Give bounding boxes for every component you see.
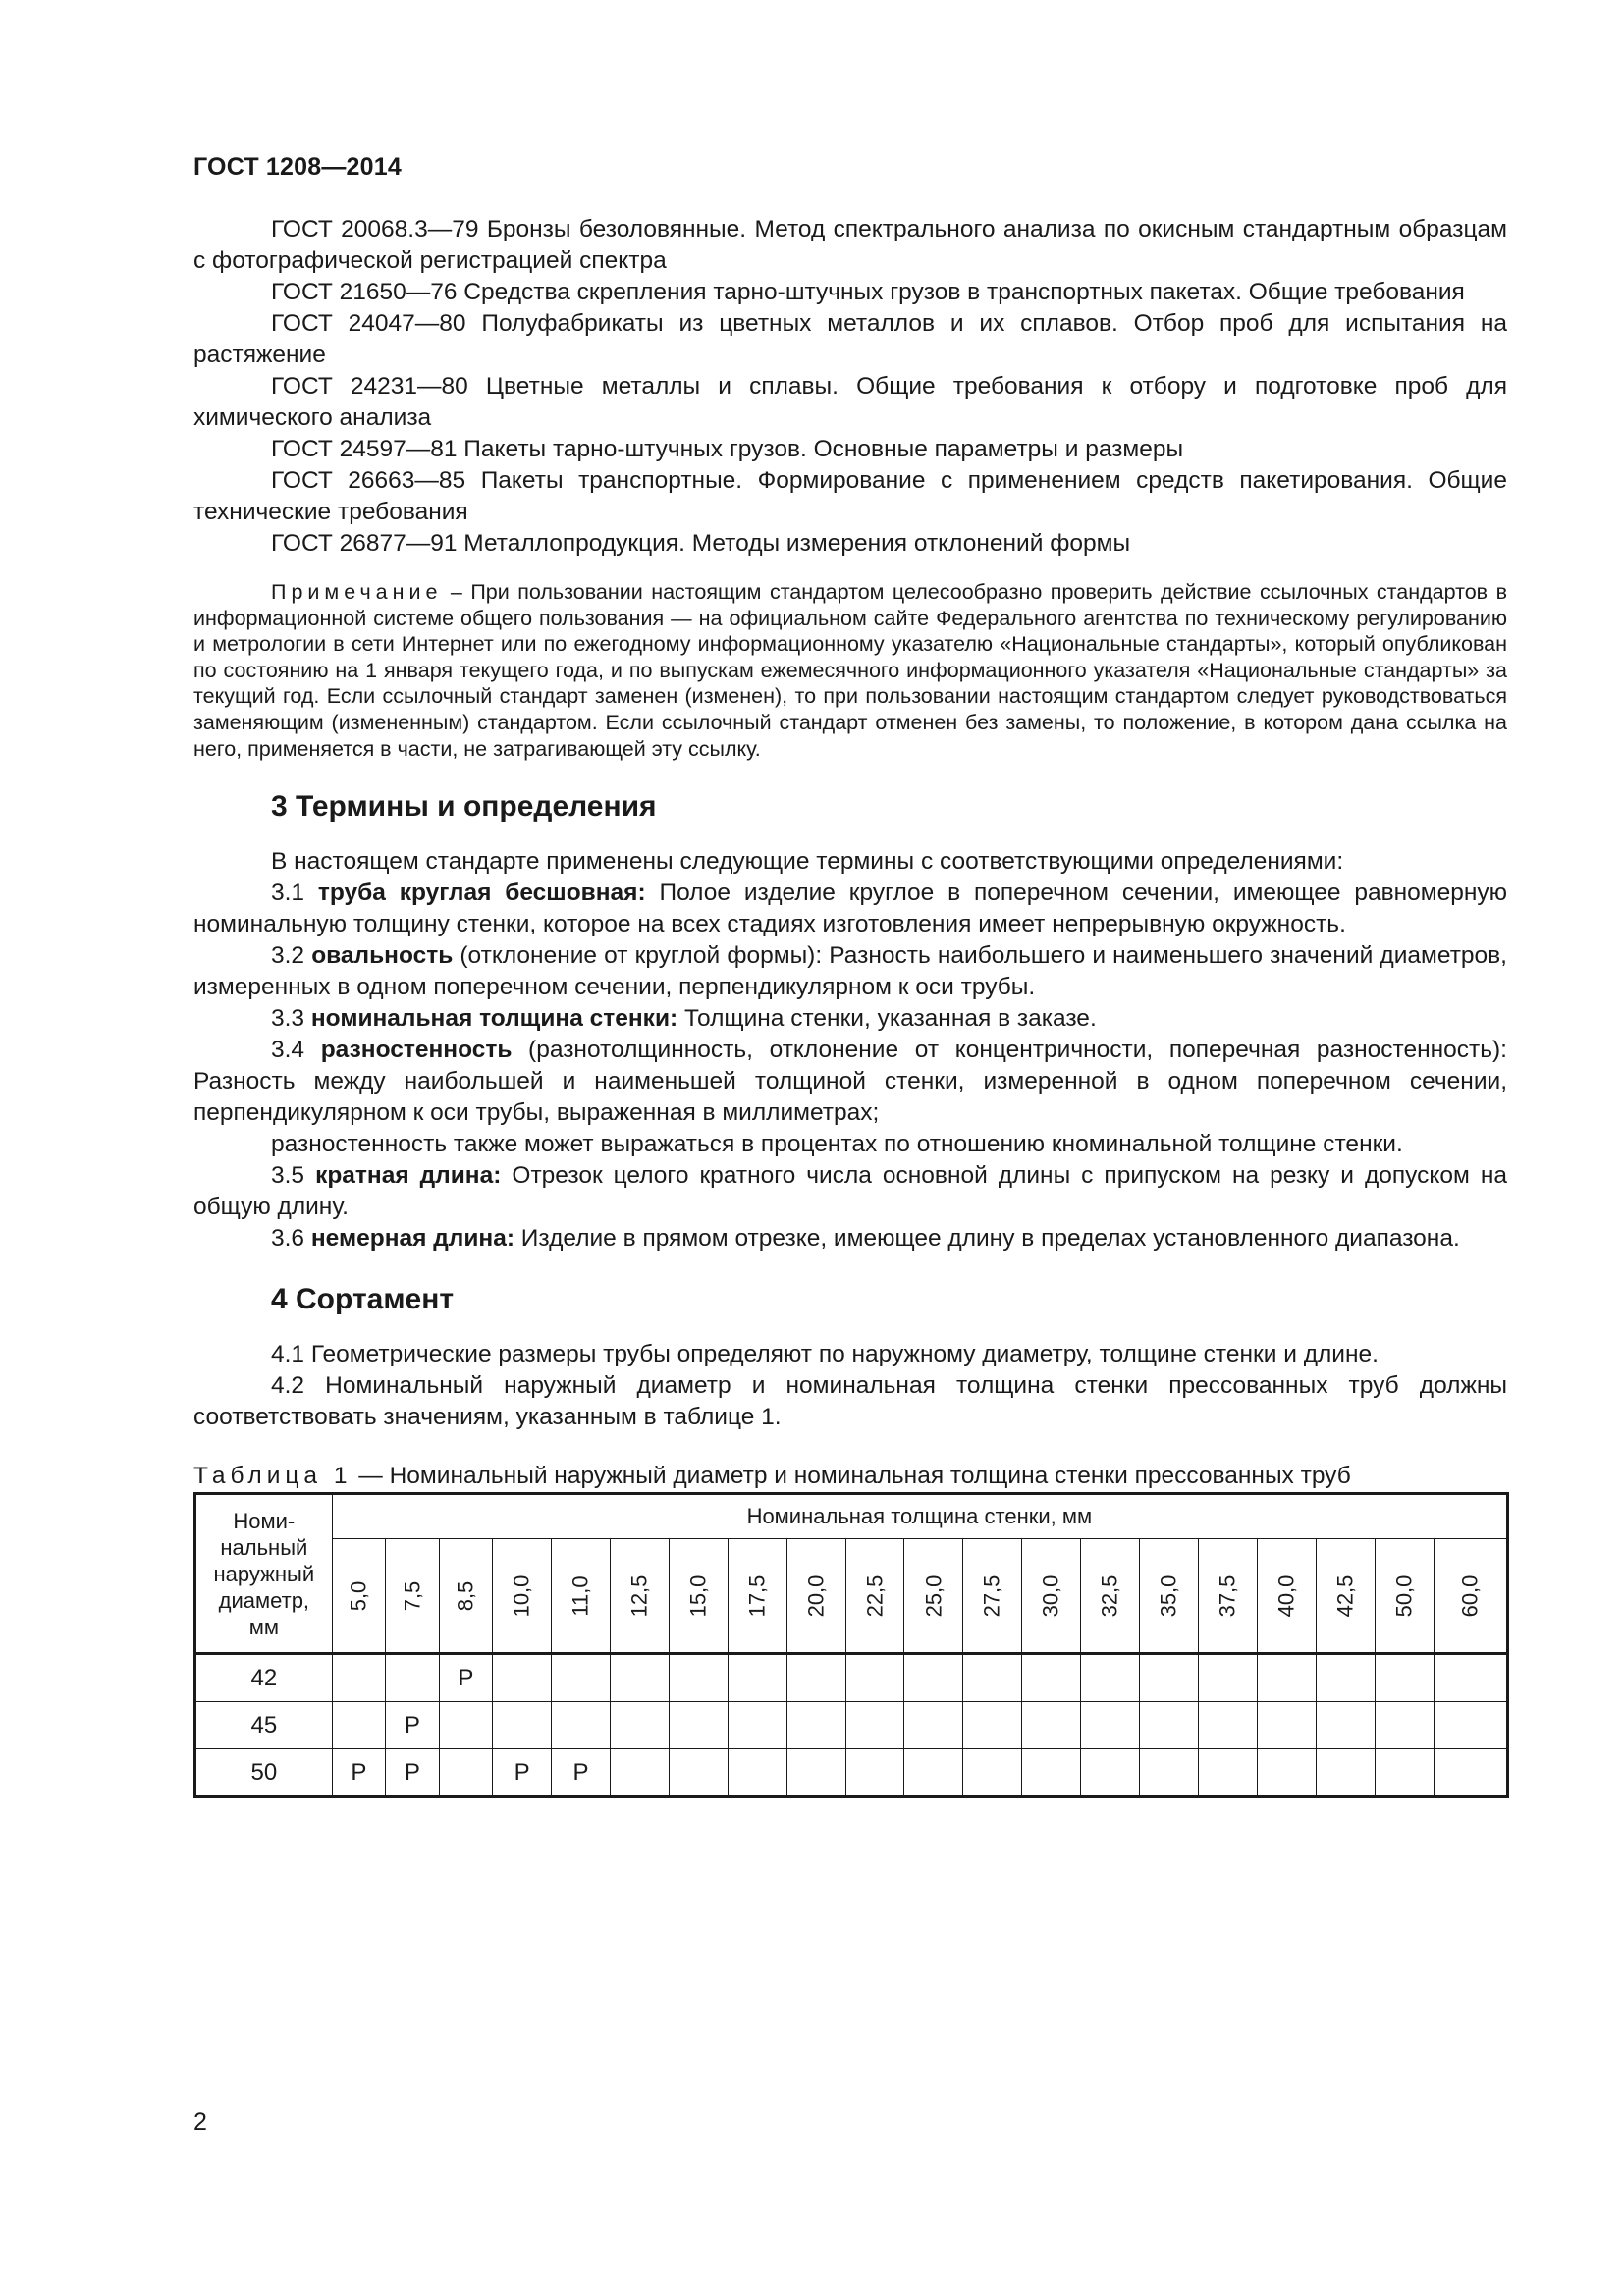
table-row [195,1749,1508,1797]
thickness-header [332,1539,385,1654]
corner-header: Номи- нальный наружный диаметр, мм [195,1494,333,1654]
table-cell [845,1654,904,1702]
table-caption-label: Таблица 1 [193,1463,352,1490]
thickness-header [845,1539,904,1654]
table-cell [1140,1749,1199,1797]
reference-item: ГОСТ 24597—81 Пакеты тарно-штучных грузов. Основные параметры и размеры [271,436,1184,462]
table-body [195,1654,1508,1797]
table-cell [1434,1702,1507,1749]
thickness-header [610,1539,669,1654]
thickness-header [1022,1539,1081,1654]
thickness-header [904,1539,963,1654]
thickness-header [1434,1539,1507,1654]
table-cell [1199,1654,1258,1702]
table-cell [669,1654,728,1702]
section-3-title: 3 Термины и определения [271,790,657,824]
table-cell [904,1702,963,1749]
diameter-cell: 50 [195,1749,333,1797]
table-caption-text: — Номинальный наружный диаметр и номинальная толщина стенки прессованных труб [352,1463,1351,1490]
table-cell [1199,1749,1258,1797]
thickness-header [728,1539,786,1654]
table-cell [1375,1702,1434,1749]
note-paragraph [193,579,1507,762]
thickness-header [552,1539,611,1654]
thickness-header [1375,1539,1434,1654]
table-cell [552,1654,611,1702]
table-cell [728,1749,786,1797]
thickness-header [669,1539,728,1654]
table-cell [728,1702,786,1749]
table-cell [1081,1702,1140,1749]
reference-item: ГОСТ 26877—91 Металлопродукция. Методы измерения отклонений формы [271,530,1131,557]
table-cell [1316,1702,1375,1749]
table-cell [728,1654,786,1702]
thickness-label: 27,5 [979,1575,1004,1618]
thickness-label: 30,0 [1038,1575,1063,1618]
reference-item: ГОСТ 26663—85 Пакеты транспортные. Формирование с применением средств пакетирования. Общие технические требования [193,467,1507,525]
table-cell [1022,1702,1081,1749]
table-cell [1081,1654,1140,1702]
thickness-header [493,1539,552,1654]
thickness-header [786,1539,845,1654]
term-name: номинальная толщина стенки: [310,1005,678,1033]
table-cell: P [386,1702,439,1749]
thickness-header [1258,1539,1317,1654]
table-cell [904,1654,963,1702]
term-name: труба круглая бесшовная: [317,880,646,907]
table-cell [1140,1654,1199,1702]
table-cell [1434,1749,1507,1797]
thickness-label: 37,5 [1215,1575,1240,1618]
table-cell [1434,1654,1507,1702]
table-cell [1375,1749,1434,1797]
thickness-label: 60,0 [1457,1575,1483,1618]
thickness-label: 42,5 [1332,1575,1358,1618]
term-name: немерная длина: [310,1225,514,1253]
table-row [195,1654,1508,1702]
section-4-title: 4 Сортамент [271,1283,455,1316]
thickness-label: 50,0 [1391,1575,1417,1618]
thickness-header [1199,1539,1258,1654]
table-cell [610,1702,669,1749]
table-cell: P [439,1654,492,1702]
note-text: – При пользовании настоящим стандартом целесообразно проверить действие ссылочных стандартов в информационной системе общего пользования — на официальном сайте Федерального агентства по техническому регулированию и метрологии в сети Интернет или по ежегодному информационному указателю «Национальные стандарты», который опубликован по состоянию на 1 января текущего года, и по выпускам ежемесячного информационного указателя «Национальные стандарты» за текущий год. Если ссылочный стандарт заменен (изменен), то при пользовании настоящим стандартом следует руководствоваться заменяющим (измененным) стандартом. Если ссылочный стандарт отменен без замены, то положение, в котором дана ссылка на него, применяется в части, не затрагивающей эту ссылку. [193,580,1507,761]
table-cell [610,1654,669,1702]
thickness-header [1081,1539,1140,1654]
thickness-label: 17,5 [744,1575,770,1618]
thickness-header [963,1539,1022,1654]
term-3-6: 3.6 немерная длина: Изделие в прямом отрезке, имеющее длину в пределах установленного диапазона. [271,1225,1460,1253]
thickness-label: 22,5 [862,1575,888,1618]
diameter-cell: 42 [195,1654,333,1702]
table-cell [332,1702,385,1749]
table-cell [669,1749,728,1797]
term-3-4-extra: разностенность также может выражаться в процентах по отношению кноминальной толщине стенки. [271,1131,1403,1158]
table-cell [439,1702,492,1749]
table-cell [1258,1702,1317,1749]
table-cell [1375,1654,1434,1702]
thickness-label: 5,0 [346,1580,371,1612]
thickness-label: 15,0 [685,1575,711,1618]
table-cell [786,1702,845,1749]
data-table [193,1492,1509,1798]
thickness-header [439,1539,492,1654]
table-cell [386,1654,439,1702]
document-body [193,214,1507,1798]
table-cell: P [332,1749,385,1797]
section-3-intro: В настоящем стандарте применены следующие термины с соответствующими определениями: [271,848,1344,876]
note-label: Примечание [271,580,443,604]
table-cell [493,1702,552,1749]
doc-header: ГОСТ 1208—2014 [193,153,402,181]
table-cell [963,1749,1022,1797]
reference-item: ГОСТ 24047—80 Полуфабрикаты из цветных металлов и их сплавов. Отбор проб для испытания на растяжение [193,310,1507,368]
table-cell [904,1749,963,1797]
table-cell [493,1654,552,1702]
term-3-5: 3.5 кратная длина: Отрезок целого кратного числа основной длины с припуском на резку и допуском на общую длину. [193,1162,1507,1221]
term-3-3: 3.3 номинальная толщина стенки: Толщина стенки, указанная в заказе. [271,1005,1097,1033]
reference-item: ГОСТ 20068.3—79 Бронзы безоловянные. Метод спектрального анализа по окисным стандартным образцам с фотографической регистрацией спектра [193,216,1507,274]
thickness-label: 8,5 [453,1580,478,1612]
reference-item: ГОСТ 21650—76 Средства скрепления тарно-штучных грузов в транспортных пакетах. Общие требования [271,279,1465,305]
thickness-label: 20,0 [803,1575,829,1618]
table-cell [439,1749,492,1797]
term-3-1: 3.1 труба круглая бесшовная: Полое изделие круглое в поперечном сечении, имеющее равномерную номинальную толщину стенки, которое на всех стадиях изготовления имеет непрерывную окружность. [193,880,1508,938]
thickness-header [386,1539,439,1654]
table-row [195,1702,1508,1749]
section-4-p2: 4.2 Номинальный наружный диаметр и номинальная толщина стенки прессованных труб должны соответствовать значениям, указанным в таблице 1. [193,1372,1507,1431]
table-cell [1022,1749,1081,1797]
table-cell [963,1654,1022,1702]
table-cell: P [552,1749,611,1797]
table-cell [1199,1702,1258,1749]
thickness-label: 7,5 [399,1580,424,1612]
table-cell: P [386,1749,439,1797]
table-cell [845,1702,904,1749]
term-name: овальность [311,942,454,970]
table-cell [1316,1654,1375,1702]
term-3-4: 3.4 разностенность (разнотолщинность, отклонение от концентричности, поперечная разностенность): Разность между наибольшей и наименьшей толщиной стенки, измеренной в одном поперечном сечении, перпендикулярном к оси трубы, выраженная в миллиметрах; [193,1037,1507,1127]
table-cell [1140,1702,1199,1749]
thickness-header [1140,1539,1199,1654]
thickness-label: 40,0 [1273,1575,1299,1618]
thickness-header [1316,1539,1375,1654]
table-cell: P [493,1749,552,1797]
references-list [193,214,1507,560]
table-cell [1022,1654,1081,1702]
thickness-label: 11,0 [568,1575,593,1617]
thickness-label: 35,0 [1156,1575,1181,1618]
table-cell [786,1749,845,1797]
table-cell [1316,1749,1375,1797]
table-cell [845,1749,904,1797]
term-name: кратная длина: [315,1162,502,1190]
table-cell [786,1654,845,1702]
thickness-label: 32,5 [1097,1575,1122,1618]
table-caption [193,1461,1507,1492]
table-cell [1258,1654,1317,1702]
thickness-label: 25,0 [920,1575,946,1618]
term-3-2: 3.2 овальность (отклонение от круглой формы): Разность наибольшего и наименьшего значений диаметров, измеренных в одном поперечном сечении, перпендикулярном к оси трубы. [193,942,1507,1001]
thickness-header-row [195,1539,1508,1654]
table-cell [1258,1749,1317,1797]
diameter-cell: 45 [195,1702,333,1749]
table-cell [552,1702,611,1749]
section-4-p1: 4.1 Геометрические размеры трубы определяют по наружному диаметру, толщине стенки и длине. [271,1341,1379,1368]
thickness-label: 12,5 [626,1575,652,1618]
table-cell [610,1749,669,1797]
group-header: Номинальная толщина стенки, мм [332,1494,1507,1539]
thickness-label: 10,0 [509,1575,534,1618]
term-name: разностенность [320,1037,513,1064]
reference-item: ГОСТ 24231—80 Цветные металлы и сплавы. Общие требования к отбору и подготовке проб для химического анализа [193,373,1507,431]
table-cell [669,1702,728,1749]
table-cell [332,1654,385,1702]
table-cell [963,1702,1022,1749]
page-number: 2 [193,2109,207,2136]
table-cell [1081,1749,1140,1797]
